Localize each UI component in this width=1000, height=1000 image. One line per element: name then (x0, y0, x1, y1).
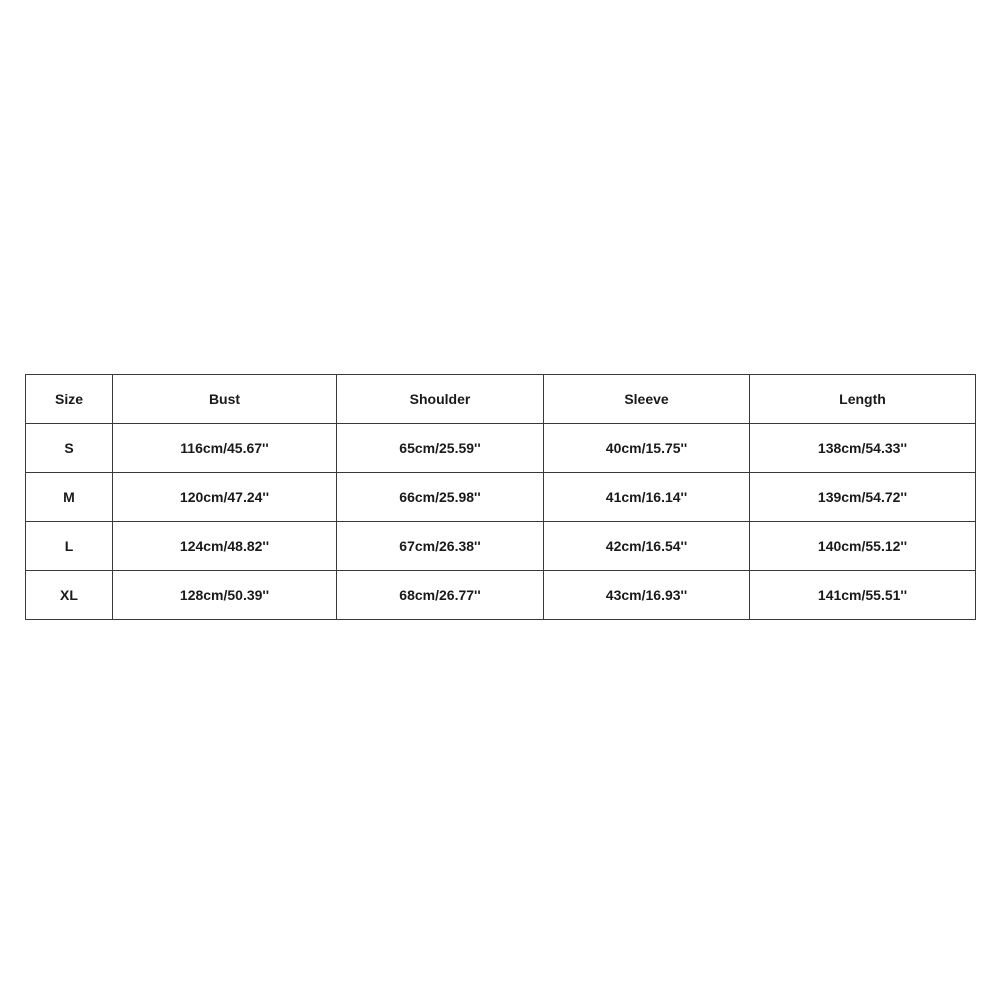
size-cell: M (26, 473, 113, 522)
bust-cell: 128cm/50.39'' (113, 571, 337, 620)
bust-cell: 116cm/45.67'' (113, 424, 337, 473)
header-size: Size (26, 375, 113, 424)
table-row (26, 522, 976, 571)
sleeve-cell: 43cm/16.93'' (544, 571, 750, 620)
size-cell: S (26, 424, 113, 473)
sleeve-cell: 40cm/15.75'' (544, 424, 750, 473)
length-cell: 140cm/55.12'' (750, 522, 976, 571)
shoulder-cell: 66cm/25.98'' (337, 473, 544, 522)
bust-cell: 120cm/47.24'' (113, 473, 337, 522)
bust-cell: 124cm/48.82'' (113, 522, 337, 571)
sleeve-cell: 42cm/16.54'' (544, 522, 750, 571)
size-cell: L (26, 522, 113, 571)
size-cell: XL (26, 571, 113, 620)
length-cell: 141cm/55.51'' (750, 571, 976, 620)
header-shoulder: Shoulder (337, 375, 544, 424)
shoulder-cell: 65cm/25.59'' (337, 424, 544, 473)
table-row (26, 571, 976, 620)
header-length: Length (750, 375, 976, 424)
length-cell: 138cm/54.33'' (750, 424, 976, 473)
shoulder-cell: 67cm/26.38'' (337, 522, 544, 571)
header-bust: Bust (113, 375, 337, 424)
table-row (26, 424, 976, 473)
header-sleeve: Sleeve (544, 375, 750, 424)
length-cell: 139cm/54.72'' (750, 473, 976, 522)
table-row (26, 473, 976, 522)
sleeve-cell: 41cm/16.14'' (544, 473, 750, 522)
table-header-row (26, 375, 976, 424)
size-chart-table (25, 374, 976, 620)
shoulder-cell: 68cm/26.77'' (337, 571, 544, 620)
